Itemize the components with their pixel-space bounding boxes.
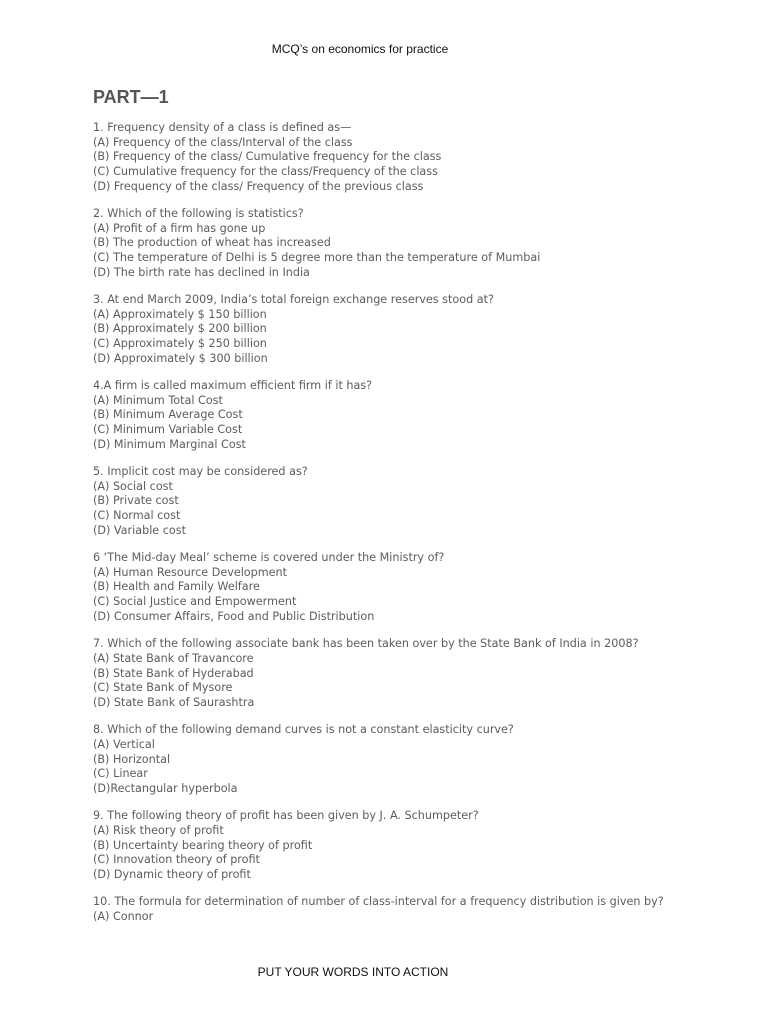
question-text: 10. The formula for determination of number of class-interval for a frequency distribution is given by? [93, 895, 664, 909]
question-block [93, 637, 733, 711]
question-block [93, 465, 733, 539]
question-block [93, 551, 733, 625]
answer-option: (A) Approximately $ 150 billion [93, 307, 267, 321]
answer-option: (A) Profit of a firm has gone up [93, 221, 266, 235]
answer-option: (D) Dynamic theory of profit [93, 867, 251, 881]
answer-option: (C) Linear [93, 767, 148, 781]
answer-option: (A) State Bank of Travancore [93, 651, 254, 665]
answer-option: (C) Cumulative frequency for the class/Frequency of the class [93, 165, 438, 179]
answer-option: (B) Frequency of the class/ Cumulative frequency for the class [93, 150, 442, 164]
answer-option: (C) State Bank of Mysore [93, 681, 233, 695]
answer-option: (D) State Bank of Saurashtra [93, 695, 255, 709]
question-block [93, 895, 733, 924]
answer-option: (C) Minimum Variable Cost [93, 423, 243, 437]
answer-option: (D)Rectangular hyperbola [93, 781, 238, 795]
answer-option: (D) Approximately $ 300 billion [93, 351, 268, 365]
answer-option: (B) State Bank of Hyderabad [93, 666, 254, 680]
question-text: 9. The following theory of profit has been given by J. A. Schumpeter? [93, 809, 479, 823]
answer-option: (D) The birth rate has declined in India [93, 265, 310, 279]
question-text: 1. Frequency density of a class is defined as— [93, 121, 352, 134]
question-text: 7. Which of the following associate bank has been taken over by the State Bank of India in 2008? [93, 637, 639, 651]
answer-option: (B) Minimum Average Cost [93, 408, 243, 422]
answer-option: (C) Approximately $ 250 billion [93, 337, 267, 351]
answer-option: (B) Health and Family Welfare [93, 580, 260, 594]
answer-option: (B) Horizontal [93, 752, 171, 766]
answer-option: (A) Vertical [93, 737, 155, 751]
question-block [93, 293, 733, 367]
answer-option: (C) Innovation theory of profit [93, 853, 260, 867]
answer-option: (A) Connor [93, 909, 154, 923]
answer-option: (A) Risk theory of profit [93, 823, 224, 837]
question-text: 6 ‘The Mid-day Meal’ scheme is covered under the Ministry of? [93, 551, 445, 565]
question-list [93, 121, 733, 937]
answer-option: (D) Minimum Marginal Cost [93, 437, 246, 451]
question-text: 8. Which of the following demand curves is not a constant elasticity curve? [93, 723, 514, 737]
document-footer: PUT YOUR WORDS INTO ACTION [257, 965, 449, 979]
answer-option: (C) The temperature of Delhi is 5 degree more than the temperature of Mumbai [93, 251, 541, 265]
question-block [93, 379, 733, 453]
answer-option: (D) Frequency of the class/ Frequency of the previous class [93, 179, 424, 193]
question-text: 5. Implicit cost may be considered as? [93, 465, 308, 479]
question-text: 4.A firm is called maximum efficient firm if it has? [93, 379, 373, 393]
question-block [93, 809, 733, 883]
question-block [93, 723, 733, 797]
question-block [93, 121, 733, 195]
answer-option: (D) Variable cost [93, 523, 186, 537]
answer-option: (D) Consumer Affairs, Food and Public Distribution [93, 609, 375, 623]
answer-option: (A) Social cost [93, 479, 173, 493]
document-title: MCQ’s on economics for practice [271, 42, 449, 56]
question-block [93, 207, 733, 281]
part-heading: PART—1 [93, 87, 169, 107]
question-text: 2. Which of the following is statistics? [93, 207, 304, 221]
answer-option: (B) The production of wheat has increased [93, 236, 331, 250]
answer-option: (A) Minimum Total Cost [93, 393, 223, 407]
answer-option: (A) Human Resource Development [93, 565, 288, 579]
answer-option: (C) Social Justice and Empowerment [93, 595, 297, 609]
answer-option: (A) Frequency of the class/Interval of the class [93, 135, 353, 149]
answer-option: (C) Normal cost [93, 509, 181, 523]
question-text: 3. At end March 2009, India’s total foreign exchange reserves stood at? [93, 293, 494, 307]
answer-option: (B) Approximately $ 200 billion [93, 322, 267, 336]
answer-option: (B) Uncertainty bearing theory of profit [93, 838, 313, 852]
answer-option: (B) Private cost [93, 494, 179, 508]
